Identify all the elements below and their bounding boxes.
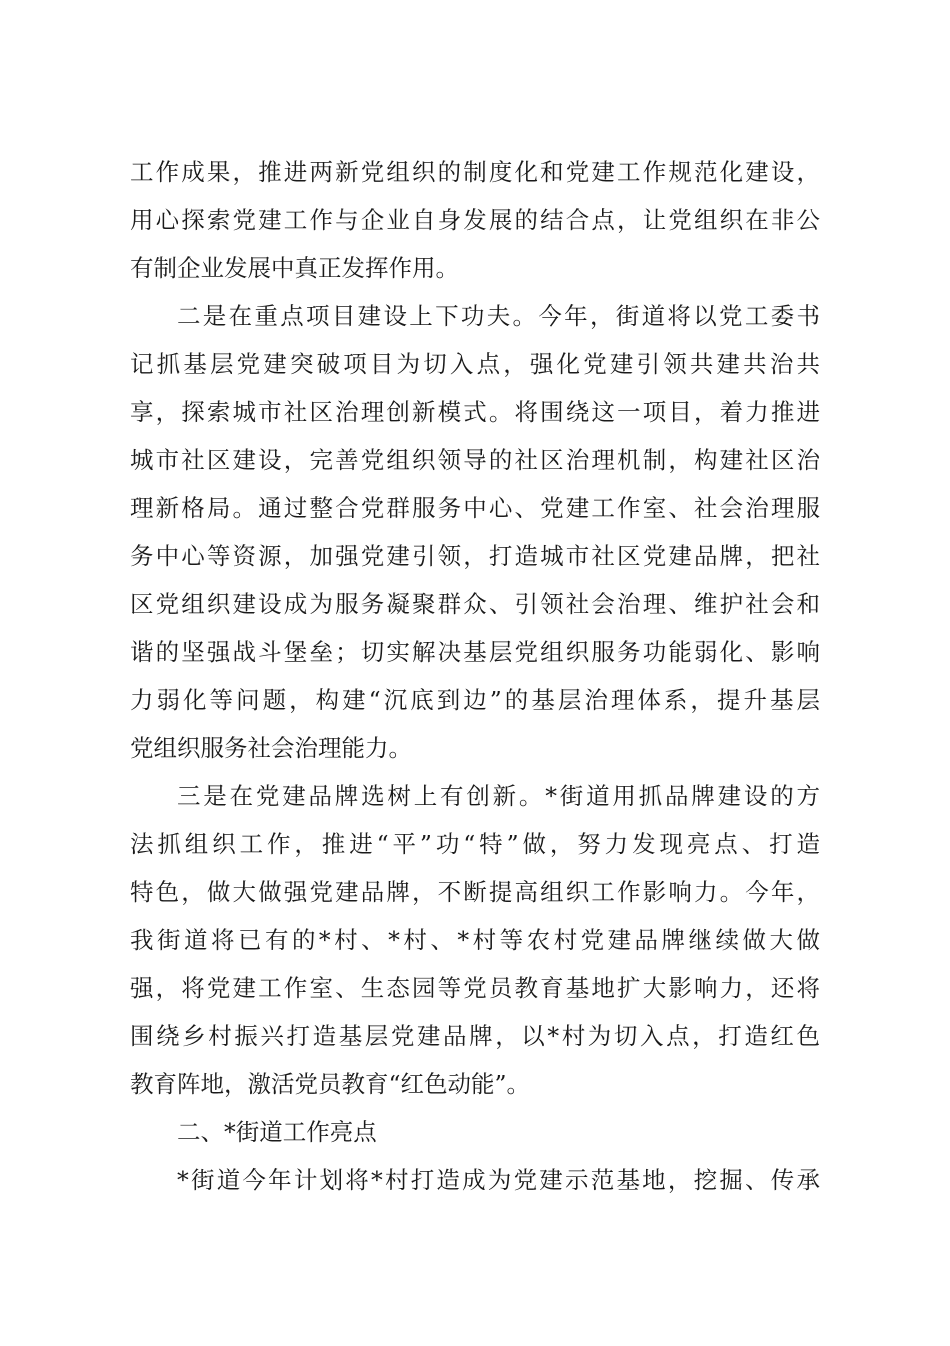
paragraph-first-line: *街道今年计划将*村打造成为党建示范基地，挖掘、传承 bbox=[177, 1166, 820, 1194]
text-line: 围绕乡村振兴打造基层党建品牌，以*村为切入点，打造红色 bbox=[130, 1022, 820, 1050]
text-line: 务中心等资源，加强党建引领，打造城市社区党建品牌，把社 bbox=[130, 542, 820, 570]
text-line: 我街道将已有的*村、*村、*村等农村党建品牌继续做大做 bbox=[130, 926, 820, 954]
text-line: 教育阵地，激活党员教育“红色动能”。 bbox=[130, 1070, 531, 1098]
text-line: 享，探索城市社区治理创新模式。将围绕这一项目，着力推进 bbox=[130, 398, 820, 426]
text-line: 区党组织建设成为服务凝聚群众、引领社会治理、维护社会和 bbox=[130, 590, 820, 618]
text-line: 城市社区建设，完善党组织领导的社区治理机制，构建社区治 bbox=[130, 446, 820, 474]
text-line: 法抓组织工作，推进“平”功“特”做，努力发现亮点、打造 bbox=[130, 830, 820, 858]
section-heading: 二、*街道工作亮点 bbox=[177, 1118, 377, 1146]
text-line: 理新格局。通过整合党群服务中心、党建工作室、社会治理服 bbox=[130, 494, 820, 522]
text-line: 党组织服务社会治理能力。 bbox=[130, 734, 412, 762]
paragraph-first-line: 二是在重点项目建设上下功夫。今年，街道将以党工委书 bbox=[177, 302, 820, 330]
text-line: 特色，做大做强党建品牌，不断提高组织工作影响力。今年， bbox=[130, 878, 820, 906]
text-line: 谐的坚强战斗堡垒；切实解决基层党组织服务功能弱化、影响 bbox=[130, 638, 820, 666]
text-line: 工作成果，推进两新党组织的制度化和党建工作规范化建设， bbox=[130, 158, 820, 186]
paragraph-first-line: 三是在党建品牌选树上有创新。*街道用抓品牌建设的方 bbox=[177, 782, 820, 810]
text-line: 记抓基层党建突破项目为切入点，强化党建引领共建共治共 bbox=[130, 350, 820, 378]
text-line: 强，将党建工作室、生态园等党员教育基地扩大影响力，还将 bbox=[130, 974, 820, 1002]
text-line: 用心探索党建工作与企业自身发展的结合点，让党组织在非公 bbox=[130, 206, 820, 234]
text-line: 力弱化等问题，构建“沉底到边”的基层治理体系，提升基层 bbox=[130, 686, 820, 714]
text-line: 有制企业发展中真正发挥作用。 bbox=[130, 254, 459, 282]
